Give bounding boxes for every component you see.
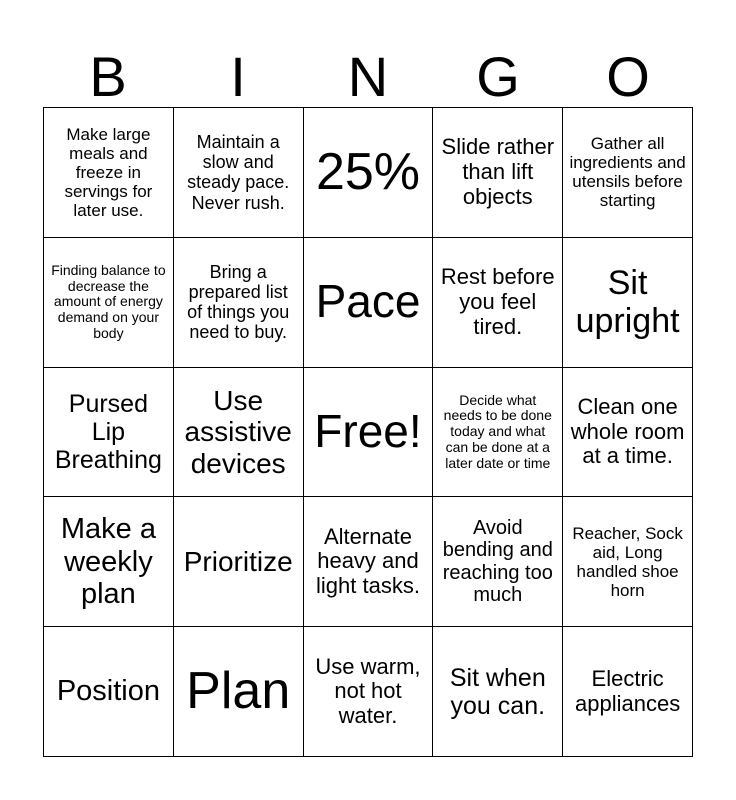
bingo-cell[interactable] — [433, 627, 563, 757]
bingo-cell free-space[interactable] — [304, 368, 434, 498]
cell-text: Plan — [186, 662, 291, 721]
bingo-cell[interactable] — [433, 368, 563, 498]
bingo-cell[interactable] — [304, 627, 434, 757]
bingo-cell[interactable] — [174, 497, 304, 627]
cell-text: Pace — [315, 275, 421, 328]
cell-text: Sit when you can. — [449, 663, 546, 720]
cell-text: Free! — [314, 405, 422, 458]
cell-text: Position — [56, 675, 160, 708]
header-letter-o: O — [606, 45, 650, 108]
bingo-cell[interactable] — [304, 108, 434, 238]
bingo-cell[interactable] — [563, 368, 693, 498]
cell-text: Prioritize — [183, 546, 293, 578]
cell-text: 25% — [315, 143, 421, 202]
cell-text: Pursed Lip Breathing — [54, 389, 162, 474]
cell-text: Rest before you feel tired. — [440, 264, 555, 339]
header-letter-b: B — [89, 45, 127, 108]
bingo-cell[interactable] — [44, 108, 174, 238]
bingo-cell[interactable] — [563, 108, 693, 238]
header-letter-n: N — [347, 45, 389, 108]
bingo-board — [43, 107, 693, 757]
cell-text: Decide what needs to be done today and what can be done at a later date or time — [443, 391, 552, 471]
cell-text: Make large meals and freeze in servings for later use. — [64, 124, 153, 220]
cell-text: Avoid bending and reaching too much — [442, 517, 553, 607]
cell-text: Use assistive devices — [184, 384, 292, 479]
cell-text: Maintain a slow and steady pace. Never rush. — [187, 132, 290, 213]
header-letter-g: G — [476, 45, 520, 108]
cell-text: Clean one whole room at a time. — [570, 394, 685, 469]
bingo-cell[interactable] — [174, 238, 304, 368]
bingo-cell[interactable] — [174, 368, 304, 498]
cell-text: Use warm, not hot water. — [315, 653, 421, 728]
header-letter-i: I — [230, 45, 246, 108]
bingo-cell[interactable] — [44, 368, 174, 498]
bingo-cell[interactable] — [304, 238, 434, 368]
cell-text: Alternate heavy and light tasks. — [316, 523, 420, 599]
bingo-cell[interactable] — [44, 627, 174, 757]
bingo-header — [43, 46, 693, 108]
cell-text: Bring a prepared list of things you need to buy. — [187, 261, 290, 343]
cell-text: Sit upright — [575, 264, 680, 341]
bingo-cell[interactable] — [563, 497, 693, 627]
bingo-cell[interactable] — [433, 108, 563, 238]
cell-text: Make a weekly plan — [60, 513, 156, 611]
bingo-cell[interactable] — [174, 627, 304, 757]
bingo-cell[interactable] — [433, 238, 563, 368]
cell-text: Reacher, Sock aid, Long handled shoe horn — [572, 523, 683, 600]
bingo-cell[interactable] — [174, 108, 304, 238]
cell-text: Gather all ingredients and utensils before starting — [569, 134, 686, 211]
bingo-cell[interactable] — [433, 497, 563, 627]
cell-text: Electric appliances — [575, 665, 681, 716]
cell-text: Finding balance to decrease the amount of energy demand on your body — [51, 262, 166, 341]
bingo-cell[interactable] — [563, 238, 693, 368]
bingo-cell[interactable] — [304, 497, 434, 627]
bingo-cell[interactable] — [563, 627, 693, 757]
bingo-cell[interactable] — [44, 497, 174, 627]
bingo-cell[interactable] — [44, 238, 174, 368]
cell-text: Slide rather than lift objects — [441, 134, 555, 209]
